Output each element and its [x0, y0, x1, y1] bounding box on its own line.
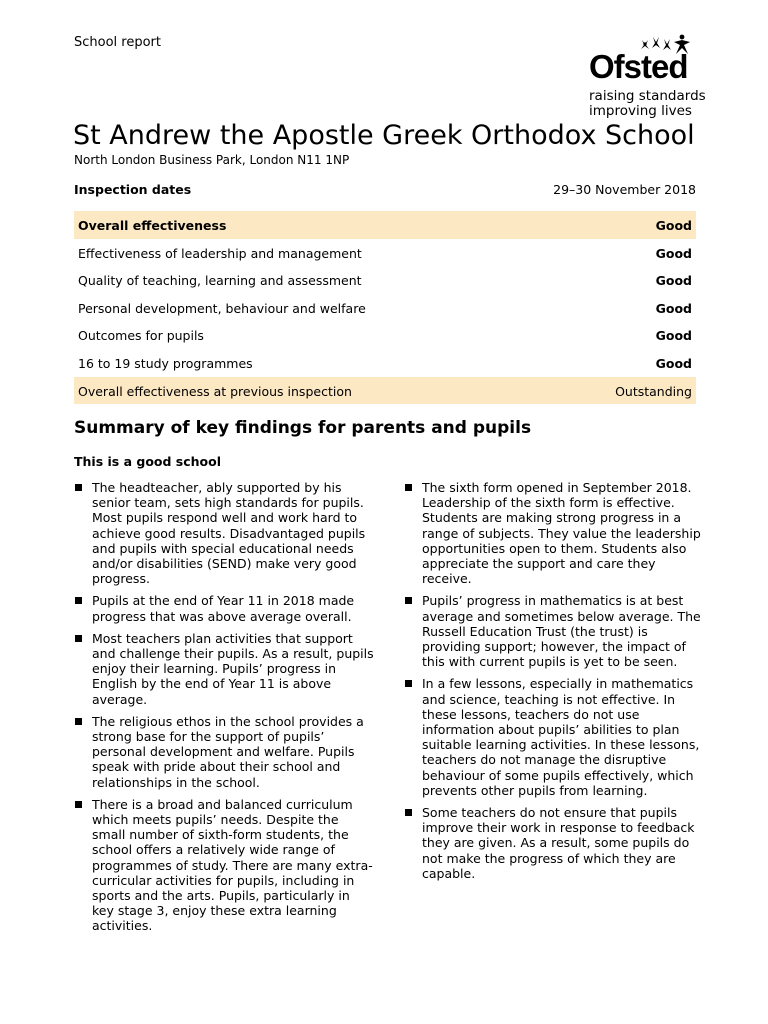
finding-text: The religious ethos in the school provides a strong base for the support of pupils’ personal development and welfare. Pupils speak with pride about their school and relationships in the school.	[92, 713, 364, 790]
rating-row	[74, 211, 696, 239]
finding-text: The headteacher, ably supported by his senior team, sets high standards for pupils. Most pupils respond well and work hard to achieve good results. Disadvantaged pupils and pupils with special educational needs and/or disabilities (SEND) make very good progress.	[92, 480, 366, 587]
inspection-dates-label: Inspection dates	[74, 182, 192, 197]
finding-item	[404, 480, 702, 586]
logo-wordmark: Ofsted	[589, 48, 688, 85]
finding-text: Most teachers plan activities that support and challenge their pupils. As a result, pupils enjoy their learning. Pupils’ progress in English by the end of Year 11 is above average.	[92, 630, 374, 707]
bullet-square-icon	[75, 635, 82, 642]
rating-value: Good	[655, 328, 692, 344]
finding-text: There is a broad and balanced curriculum which meets pupils’ needs. Despite the small number of sixth-form students, the school offers a relatively wide range of programmes of study. There are many extra-curricular activities for pupils, including in sports and the arts. Pupils, particularly in key stage 3, enjoy these extra learning activities.	[92, 796, 373, 934]
ofsted-logo	[589, 34, 706, 120]
rating-value: Outstanding	[615, 383, 692, 399]
logo-tagline-1: raising standards	[589, 88, 706, 104]
rating-row	[74, 239, 696, 267]
summary-subtitle: This is a good school	[74, 454, 221, 469]
rating-value: Good	[655, 245, 692, 261]
inspection-dates-value: 29–30 November 2018	[553, 182, 696, 197]
bullet-square-icon	[75, 597, 82, 604]
rating-value: Good	[655, 300, 692, 316]
inspection-dates-row	[74, 182, 696, 197]
rating-value: Good	[655, 355, 692, 371]
summary-title: Summary of key findings for parents and pupils	[74, 418, 532, 438]
rating-value: Good	[655, 218, 692, 233]
rating-label: Outcomes for pupils	[78, 328, 204, 344]
logo-tagline-2: improving lives	[589, 103, 692, 119]
rating-label: Overall effectiveness at previous inspection	[78, 383, 352, 399]
rating-row	[74, 321, 696, 349]
finding-item	[404, 593, 702, 669]
school-name: St Andrew the Apostle Greek Orthodox School	[73, 120, 695, 151]
rating-label: Overall effectiveness	[78, 218, 227, 233]
bullet-square-icon	[405, 597, 412, 604]
rating-row	[74, 294, 696, 322]
finding-text: Some teachers do not ensure that pupils improve their work in response to feedback they are given. As a result, some pupils do not make the progress of which they are capable.	[422, 805, 695, 881]
school-address: North London Business Park, London N11 1NP	[74, 153, 350, 167]
rating-label: Effectiveness of leadership and management	[78, 245, 362, 261]
rating-value: Good	[655, 273, 692, 289]
finding-text: Pupils’ progress in mathematics is at best average and sometimes below average. The Russell Education Trust (the trust) is providing support; however, the impact of this with current pupils is yet to be seen.	[422, 593, 701, 670]
rating-label: Personal development, behaviour and welfare	[78, 300, 366, 316]
finding-text: In a few lessons, especially in mathematics and science, teaching is not effective. In these lessons, teachers do not use information about pupils’ abilities to plan suitable learning activities. In these lessons, teachers do not manage the disruptive behaviour of some pupils effectively, which prevents other pupils from learning.	[422, 676, 700, 798]
finding-item	[74, 714, 374, 790]
rating-label: Quality of teaching, learning and assessment	[78, 273, 362, 289]
document-type: School report	[74, 35, 161, 50]
finding-item	[74, 631, 374, 707]
bullet-square-icon	[75, 801, 82, 808]
bullet-square-icon	[75, 484, 82, 491]
rating-label: 16 to 19 study programmes	[78, 355, 253, 371]
ratings-table	[74, 211, 696, 404]
rating-row	[74, 349, 696, 377]
findings-right-column	[404, 480, 702, 888]
finding-item	[404, 805, 702, 881]
findings-left-column	[74, 480, 374, 941]
finding-item	[74, 480, 374, 586]
finding-item	[404, 676, 702, 798]
bullet-square-icon	[405, 809, 412, 816]
bullet-square-icon	[405, 484, 412, 491]
finding-text: The sixth form opened in September 2018. Leadership of the sixth form is effective. Students are making strong progress in a range of subjects. They value the leadership opportunities open to them. Students also appreciate the support and care they receive.	[422, 480, 701, 587]
finding-item	[74, 593, 374, 623]
previous-rating-row	[74, 377, 696, 405]
rating-row	[74, 266, 696, 294]
bullet-square-icon	[405, 680, 412, 687]
bullet-square-icon	[75, 718, 82, 725]
finding-item	[74, 797, 374, 934]
finding-text: Pupils at the end of Year 11 in 2018 made progress that was above average overall.	[92, 593, 355, 624]
